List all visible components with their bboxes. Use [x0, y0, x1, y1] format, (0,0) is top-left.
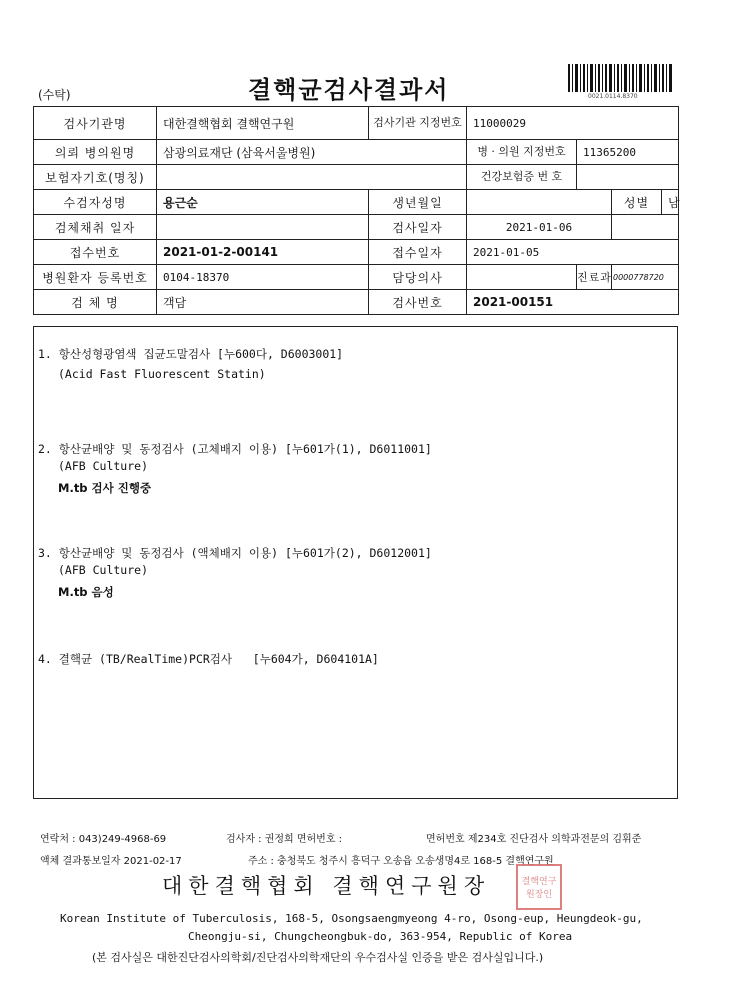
consignment-label: (수탁) [38, 88, 71, 102]
test-item-3-sub: (AFB Culture) [58, 563, 149, 577]
req-no-label: 병 · 의원 지정번호 [467, 140, 577, 165]
test-date-extra [612, 215, 679, 240]
patient-reg-label: 병원환자 등록번호 [34, 265, 157, 290]
collect-date-label: 검체채취 일자 [34, 215, 157, 240]
organization-name: 대한결핵협회 결핵연구원장 [162, 874, 491, 898]
req-no-value: 11365200 [577, 140, 679, 165]
patient-name-value: 용근순 [157, 190, 369, 215]
sex-value: 남 [662, 190, 679, 215]
test-item-2-sub: (AFB Culture) [58, 459, 149, 473]
receipt-date-value: 2021-01-05 [467, 240, 679, 265]
english-address-2: Cheongju-si, Chungcheongbuk-do, 363-954, Republic of Korea [188, 930, 573, 943]
receipt-date-label: 접수일자 [369, 240, 467, 265]
req-hospital-value: 삼광의료재단 (삼육서울병원) [157, 140, 467, 165]
test-item-1-sub: (Acid Fast Fluorescent Statin) [58, 367, 266, 381]
doctor-label: 담당의사 [369, 265, 467, 290]
official-seal [516, 864, 562, 910]
specimen-value: 객담 [157, 290, 369, 315]
license: 면허번호 제234호 진단검사 의학과전문의 김휘준 [426, 834, 642, 845]
test-date-value: 2021-01-06 [467, 215, 612, 240]
specimen-label: 검 체 명 [34, 290, 157, 315]
inst-value: 대한결핵협회 결핵연구원 [157, 107, 369, 140]
barcode-number: 0021.0114.8370 [588, 93, 638, 100]
test-item-1: 1. 항산성형광염색 집균도말검사 [누600다, D6003001] [38, 347, 344, 361]
test-item-4: 4. 결핵균 (TB/RealTime)PCR검사 [누604가, D604101A] [38, 652, 379, 666]
test-no-value: 2021-00151 [467, 290, 679, 315]
document-title: 결핵균검사결과서 [248, 76, 450, 104]
english-address-1: Korean Institute of Tuberculosis, 168-5, Osongsaengmyeong 4-ro, Osong-eup, Heungdeok-gu, [60, 912, 643, 925]
receipt-no-label: 접수번호 [34, 240, 157, 265]
test-item-2: 2. 항산균배양 및 동정검사 (고체배지 이용) [누601가(1), D6011001] [38, 442, 432, 456]
inst-no-value: 11000029 [467, 107, 679, 140]
address: 주소 : 충청북도 청주시 흥덕구 오송읍 오송생명4로 168-5 결핵연구원 [248, 856, 554, 867]
test-date-label: 검사일자 [369, 215, 467, 240]
notify-date: 액체 결과통보일자 2021-02-17 [40, 856, 182, 867]
req-hospital-label: 의뢰 병의원명 [34, 140, 157, 165]
sex-label: 성별 [612, 190, 662, 215]
receipt-no-value: 2021-01-2-00141 [157, 240, 369, 265]
health-card-label: 건강보험증 번 호 [467, 165, 577, 190]
test-no-label: 검사번호 [369, 290, 467, 315]
dept-label: 진료과 [577, 265, 612, 290]
birth-label: 생년월일 [369, 190, 467, 215]
test-item-2-result: M.tb 검사 진행중 [58, 481, 152, 495]
insurer-label: 보험자기호(명칭) [34, 165, 157, 190]
seal-text: 결핵연구원장인 [521, 877, 557, 900]
test-item-3-result: M.tb 음성 [58, 585, 114, 599]
insurer-value [157, 165, 467, 190]
barcode-image [566, 64, 676, 94]
tester: 검사자 : 권정희 면허번호 : [226, 834, 343, 845]
certification-note: (본 검사실은 대한진단검사의학회/진단검사의학재단의 우수검사실 인증을 받은 검사실입니다.) [92, 951, 544, 964]
test-item-3: 3. 항산균배양 및 동정검사 (액체배지 이용) [누601가(2), D6012001] [38, 546, 432, 560]
birth-value [467, 190, 612, 215]
inst-no-label: 검사기관 지정번호 [369, 107, 467, 140]
dept-value: 0000778720 [612, 265, 679, 290]
header-info-table [33, 106, 679, 315]
health-card-value [577, 165, 679, 190]
patient-name-label: 수검자성명 [34, 190, 157, 215]
doctor-value [467, 265, 577, 290]
contact: 연락처 : 043)249-4968-69 [40, 834, 167, 845]
collect-date-value [157, 215, 369, 240]
inst-label: 검사기관명 [34, 107, 157, 140]
patient-reg-value: 0104-18370 [157, 265, 369, 290]
